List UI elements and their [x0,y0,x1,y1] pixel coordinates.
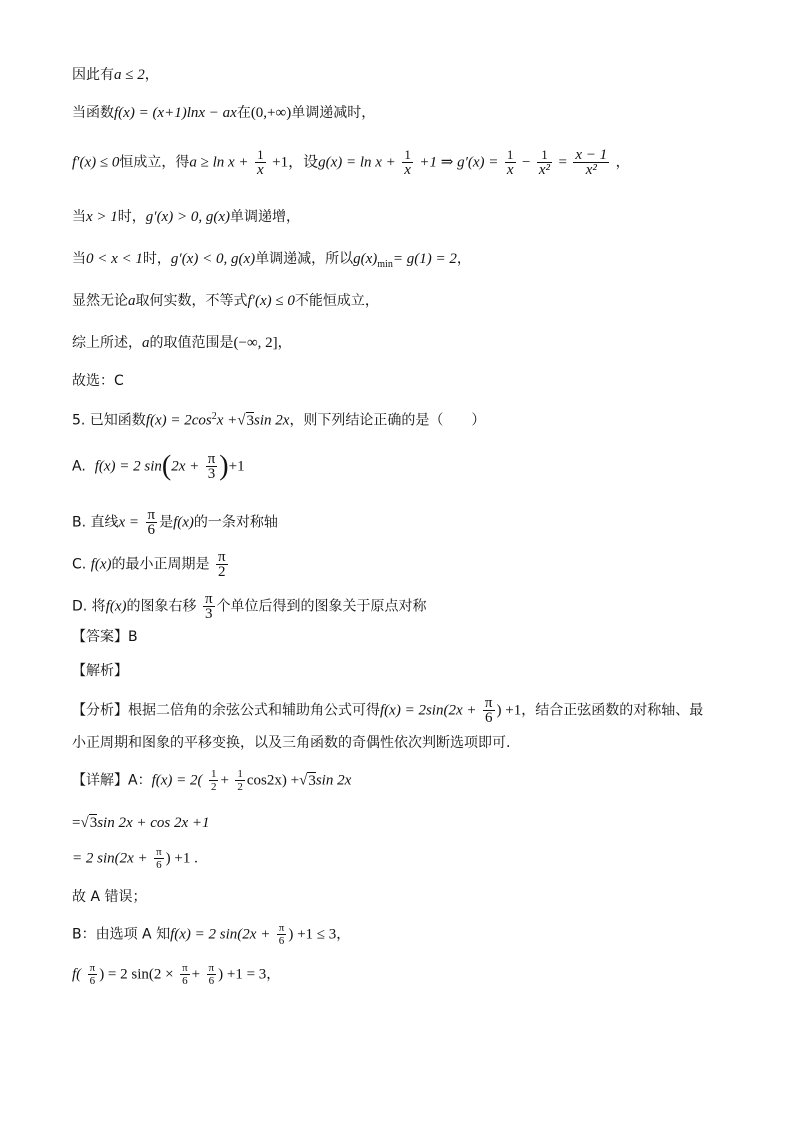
analysis-text-2: 小正周期和图象的平移变换，以及三角函数的奇偶性依次判断选项即可. [72,735,511,751]
fraction: $\frac{x - 1}{\text{x²}}$ [575,147,608,178]
fraction: $\frac{\pi}{6}$ [484,695,493,726]
fraction: $\frac{\pi}{3}$ [204,591,213,622]
answer-label: 【答案】B [72,629,138,645]
line-conclusion-a: 因此有a ≤ 2， [72,67,159,83]
question-5-stem: 5. 已知函数$f(x) = 2\cos^2x +√3\sin$ 2x，则下列结论正确的是（ ） [72,411,486,429]
line-derivative-condition: f′(x) ≤ 0恒成立，得a ≥ ln x + $\frac{1}{x}$ +1，设g(x) = ln x + $\frac{1}{x}$ +1 ⇒ g′(x) = $\frac{1}{x}$ − $\frac{1}{\text{x²}}$ = $\frac{x - 1}{\text{x²}}$ ， [72,147,630,178]
fraction: $\frac{\pi}{6}$ [278,922,285,947]
fraction: $\frac{\pi}{6}$ [147,507,156,538]
fraction: $\frac{\pi}{2}$ [217,549,226,580]
fraction: $\frac{\pi}{6}$ [89,962,96,987]
option-a: A. f(x) = 2 sin(2x + $\frac{\pi}{3}$ )+1 [72,450,245,482]
fraction: $\frac{1}{x}$ [256,147,264,178]
line-increasing: 当x > 1时，g′(x) > 0, g(x)单调递增， [72,209,300,225]
fraction: $\frac{1}{x}$ [506,147,514,178]
option-b: B. 直线x = $\frac{\pi}{6}$ 是f(x)的一条对称轴 [72,507,278,538]
fraction: $\frac{1}{\text{x²}}$ [538,147,551,178]
fraction: $\frac{1}{2}$ [237,768,243,793]
line-inequality: 显然无论a取何实数，不等式f′(x) ≤ 0不能恒成立， [72,293,379,309]
fraction: $\frac{\pi}{3}$ [207,451,216,482]
line-summary: 综上所述，a的取值范围是(−∞, 2]， [72,335,292,351]
analysis-label: 【解析】 [72,663,128,679]
option-d: D. 将f(x)的图象右移 $\frac{\pi}{3}$ 个单位后得到的图象关于原点对称 [72,591,427,622]
detail-a-step-1: 【详解】A：f(x) = 2( $\frac{1}{2}$ + $\frac{1}{2}$ cos2x) +√3sin 2x [72,768,352,793]
fraction: $\frac{1}{x}$ [404,147,411,178]
fraction: $\frac{\pi}{6}$ [156,846,162,871]
detail-a-step-2: =√3sin 2x + cos 2x +1 [72,815,210,831]
fraction: $\frac{\pi}{6}$ [182,962,188,987]
analysis-text-1: 【分析】根据二倍角的余弦公式和辅助角公式可得f(x) = 2sin(2x + $\frac{\pi}{6}$ ) +1，结合正弦函数的对称轴、最 [72,695,704,726]
line-decreasing-min: 当0 < x < 1时，g′(x) < 0, g(x)单调递减，所以$g(x)_{min}= g(1) = 2$， [72,251,471,270]
option-c: C. f(x)的最小正周期是 $\frac{\pi}{2}$ [72,549,226,580]
detail-a-conclusion: 故 A 错误； [72,889,147,905]
detail-a-step-3: = 2 sin(2x + $\frac{\pi}{6}$ ) +1 . [72,846,198,871]
detail-b-step-1: B：由选项 A 知f(x) = 2 sin(2x + $\frac{\pi}{6}$ ) +1 ≤ 3， [72,922,351,947]
detail-b-step-2: f( $\frac{\pi}{6}$ ) = 2 sin(2 × $\frac{\pi}{6}$ + $\frac{\pi}{6}$ ) +1 = 3， [72,962,281,987]
line-choice: 故选：C [72,373,124,389]
fraction: $\frac{1}{2}$ [210,768,217,793]
fraction: $\frac{\pi}{6}$ [208,962,215,987]
line-decreasing-case: 当函数f(x) = (x+1)lnx − ax在(0,+∞)单调递减时， [72,105,376,121]
